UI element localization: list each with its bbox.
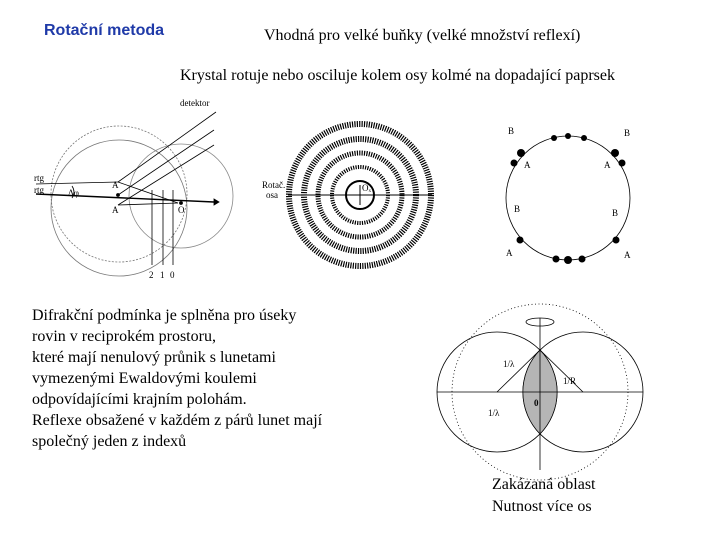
label-a: A: [624, 250, 631, 260]
label-a: A: [506, 248, 513, 258]
inv-lambda-label: 1/λ: [503, 359, 515, 369]
figure-rotation-geometry: [36, 112, 233, 276]
diffracted-beam-2: [118, 130, 214, 195]
reciprocal-circle: [129, 144, 233, 248]
label-b: B: [508, 126, 515, 136]
axis-tick-2: 2: [149, 270, 154, 280]
origin-zero-label: 0: [534, 398, 539, 408]
origin-label: Oₓ: [362, 183, 372, 193]
label-b: B: [624, 128, 631, 138]
label-b: B: [612, 208, 619, 218]
ewald-circle-2: [51, 140, 187, 276]
spot: [579, 256, 586, 263]
inv-r-label: 1/R: [563, 376, 577, 386]
diffracted-beam-1: [118, 112, 216, 182]
slide-title: Rotační metoda: [44, 22, 165, 39]
spot: [611, 149, 619, 157]
text-line: vymezenými Ewaldovými koulemi: [32, 370, 257, 387]
spot: [613, 237, 620, 244]
rtg-label-2: rtg: [34, 185, 44, 195]
beam-arrow: [214, 199, 219, 205]
delta-phi-label: Δφ: [68, 188, 79, 198]
label-a: A: [604, 160, 611, 170]
diffracted-beam-3: [118, 145, 214, 205]
spot: [517, 149, 525, 157]
inv-lambda2-label: 1/λ: [488, 408, 500, 418]
text-line: Difrakční podmínka je splněna pro úseky: [32, 307, 297, 324]
spot: [564, 256, 572, 264]
spot: [619, 160, 626, 167]
label-b: B: [514, 204, 521, 214]
scatter-line-1: [118, 182, 178, 203]
text-line: odpovídajícími krajním polohám.: [32, 391, 247, 408]
spot: [553, 256, 560, 263]
note-line-multiple-axes: Nutnost více os: [492, 498, 592, 515]
text-line: které mají nenulový průnik s lunetami: [32, 349, 276, 366]
point-o-label: O: [178, 205, 185, 215]
spot: [565, 133, 571, 139]
figure-ewald-lunes: [437, 304, 643, 480]
point-a-label-2: A: [112, 205, 119, 215]
spot: [511, 160, 518, 167]
point-a-label-1: A: [112, 180, 119, 190]
figure-ring-pattern: [288, 124, 432, 266]
detector-label: detektor: [180, 98, 210, 108]
text-line: společný jeden z indexů: [32, 433, 187, 450]
explanation-text: [32, 305, 372, 452]
point-a: [117, 194, 120, 197]
label-a: A: [524, 160, 531, 170]
note-block: [492, 474, 596, 518]
axis-tick-0: 0: [170, 270, 175, 280]
description-line: Krystal rotuje nebo osciluje kolem osy kolmé na dopadající paprsek: [180, 67, 615, 84]
spot: [517, 237, 524, 244]
spot: [581, 135, 587, 141]
spot: [551, 135, 557, 141]
incident-beam-1: [36, 182, 118, 184]
text-line: rovin v reciprokém prostoru,: [32, 328, 216, 345]
rotation-axis-label-1: Rotač.: [262, 180, 286, 190]
rtg-label-1: rtg: [34, 173, 44, 183]
rotation-axis-label-2: osa: [266, 190, 278, 200]
subtitle: Vhodná pro velké buňky (velké množství reflexí): [264, 27, 581, 44]
figure-spot-circle: [506, 133, 630, 264]
note-line-forbidden-region: Zakázaná oblast: [492, 476, 596, 493]
text-line: Reflexe obsažené v každém z párů lunet mají: [32, 412, 323, 429]
axis-tick-1: 1: [160, 270, 165, 280]
scatter-line-2: [118, 203, 178, 205]
